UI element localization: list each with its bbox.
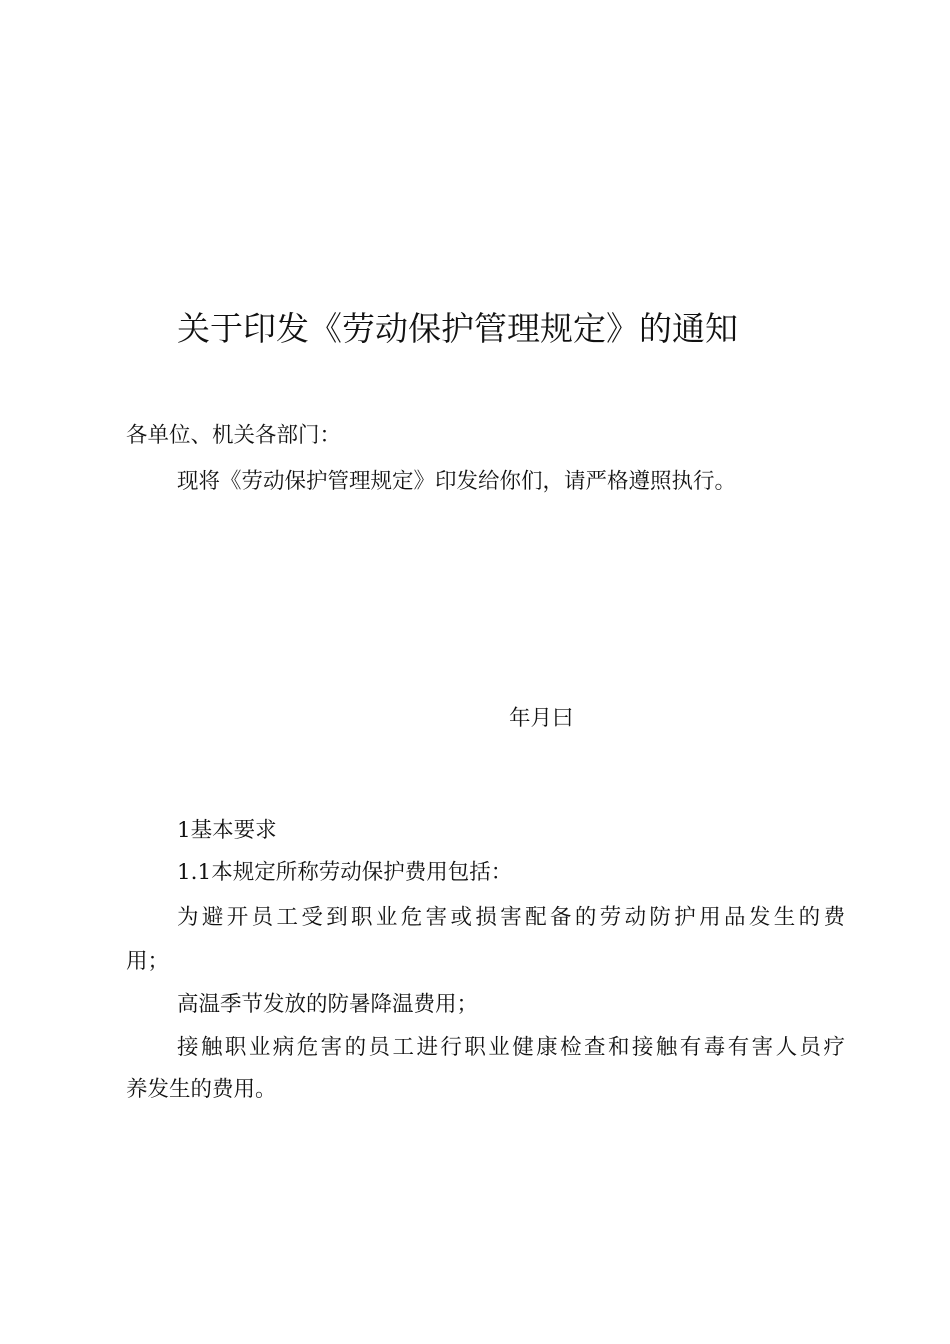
date-line: 年月曰 <box>509 706 574 731</box>
list-item-1-line-1: 为避开员工受到职业危害或损害配备的劳动防护用品发生的费 <box>177 905 845 930</box>
subsection-heading: 1.1本规定所称劳动保护费用包括： <box>177 860 513 885</box>
list-item-2: 高温季节发放的防暑降温费用； <box>177 992 479 1017</box>
section-heading: 1基本要求 <box>177 818 277 843</box>
document-title: 关于印发《劳动保护管理规定》的通知 <box>177 309 738 348</box>
intro-paragraph: 现将《劳动保护管理规定》印发给你们，请严格遵照执行。 <box>177 469 737 494</box>
list-item-3-line-1: 接触职业病危害的员工进行职业健康检查和接触有毒有害人员疗 <box>177 1035 845 1060</box>
salutation: 各单位、机关各部门： <box>126 423 342 448</box>
list-item-1-line-2: 用； <box>126 949 170 974</box>
list-item-3-line-2: 养发生的费用。 <box>126 1077 277 1102</box>
